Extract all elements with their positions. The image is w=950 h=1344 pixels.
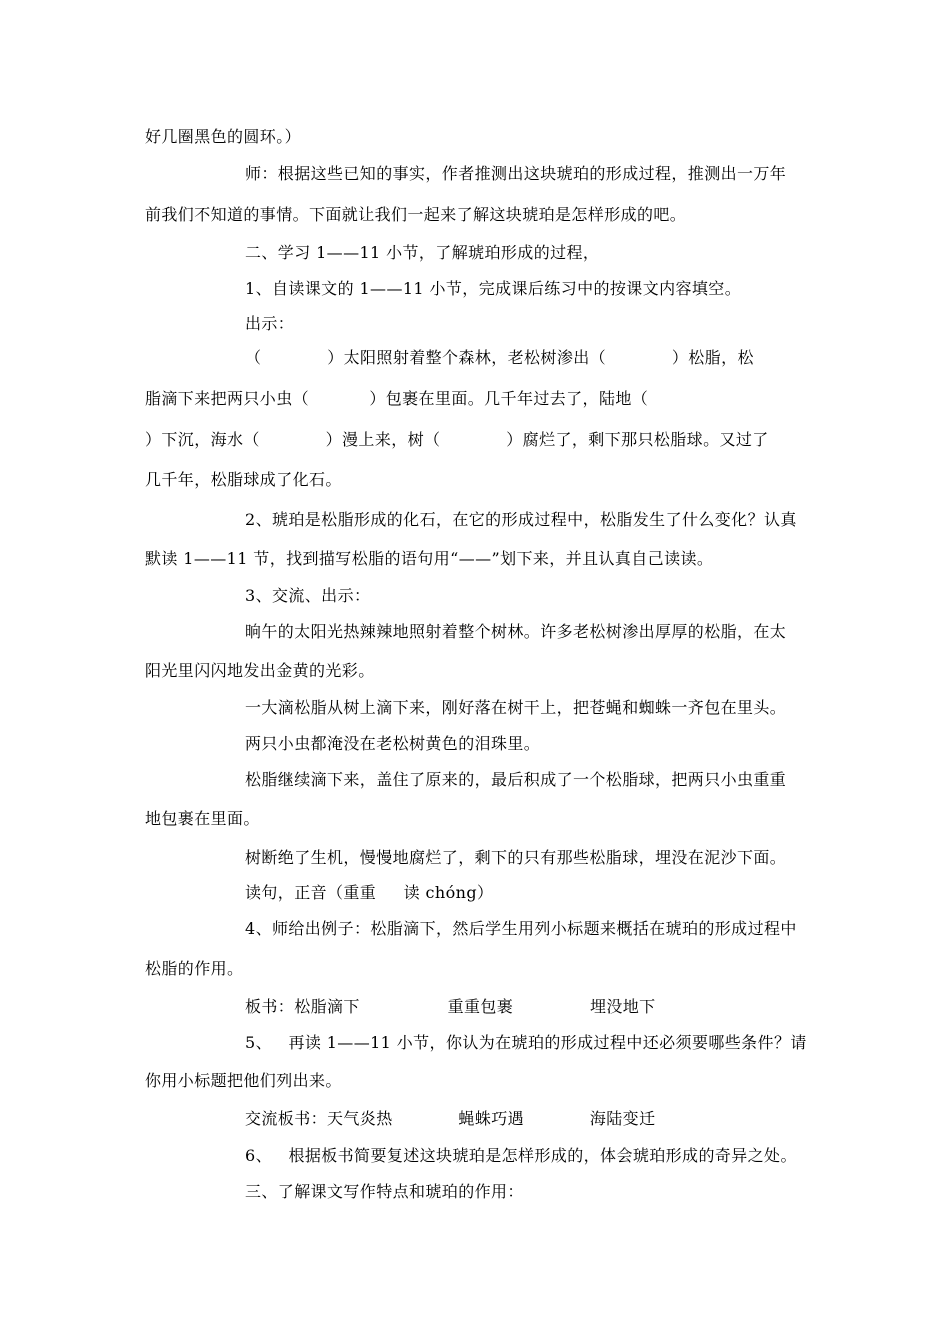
text-line: 3、交流、出示：: [245, 586, 371, 605]
text-line: 晌午的太阳光热辣辣地照射着整个树林。许多老松树渗出厚厚的松脂，在太: [245, 622, 787, 641]
text-line: 脂滴下来把两只小虫（ ）包裹在里面。几千年过去了，陆地（: [145, 389, 649, 408]
section-heading: 三、了解课文写作特点和琥珀的作用：: [245, 1182, 524, 1201]
text-line: 几千年，松脂球成了化石。: [145, 470, 342, 489]
text-line: 松脂的作用。: [145, 959, 244, 978]
text-line: 前我们不知道的事情。下面就让我们一起来了解这块琥珀是怎样形成的吧。: [145, 205, 687, 224]
text-line: 4、师给出例子：松脂滴下，然后学生用列小标题来概括在琥珀的形成过程中: [245, 919, 797, 938]
text-line: 树断绝了生机，慢慢地腐烂了，剩下的只有那些松脂球，埋没在泥沙下面。: [245, 848, 787, 867]
text-line: 一大滴松脂从树上滴下来，刚好落在树干上，把苍蝇和蜘蛛一齐包在里头。: [245, 698, 787, 717]
text-line: ）下沉，海水（ ）漫上来，树（ ）腐烂了，剩下那只松脂球。又过了: [145, 430, 769, 449]
board-notes-line: 板书：松脂滴下 重重包裹 埋没地下: [245, 997, 656, 1016]
text-line: 1、自读课文的 1——11 小节，完成课后练习中的按课文内容填空。: [245, 279, 742, 298]
text-line: 默读 1——11 节，找到描写松脂的语句用“——”划下来，并且认真自己读读。: [145, 549, 714, 568]
text-line: 5、 再读 1——11 小节，你认为在琥珀的形成过程中还必须要哪些条件？请: [245, 1033, 807, 1052]
text-line: 阳光里闪闪地发出金黄的光彩。: [145, 661, 375, 680]
text-line: 师：根据这些已知的事实，作者推测出这块琥珀的形成过程，推测出一万年: [245, 164, 787, 183]
text-line: 地包裹在里面。: [145, 809, 260, 828]
text-line: 2、琥珀是松脂形成的化石，在它的形成过程中，松脂发生了什么变化？认真: [245, 510, 797, 529]
text-line: 两只小虫都淹没在老松树黄色的泪珠里。: [245, 734, 541, 753]
text-line: 松脂继续滴下来，盖住了原来的，最后积成了一个松脂球，把两只小虫重重: [245, 770, 787, 789]
text-line: 6、 根据板书简要复述这块琥珀是怎样形成的，体会琥珀形成的奇异之处。: [245, 1146, 797, 1165]
text-line: 你用小标题把他们列出来。: [145, 1071, 342, 1090]
text-line: 出示：: [245, 314, 295, 333]
text-line: （ ）太阳照射着整个森林，老松树渗出（ ）松脂，松: [245, 348, 754, 367]
board-notes-line: 交流板书：天气炎热 蝇蛛巧遇 海陆变迁: [245, 1109, 656, 1128]
section-heading: 二、学习 1——11 小节，了解琥珀形成的过程，: [245, 243, 600, 262]
text-line: 读句，正音（重重 读 chóng）: [245, 883, 494, 902]
text-line: 好几圈黑色的圆环。）: [145, 127, 302, 146]
